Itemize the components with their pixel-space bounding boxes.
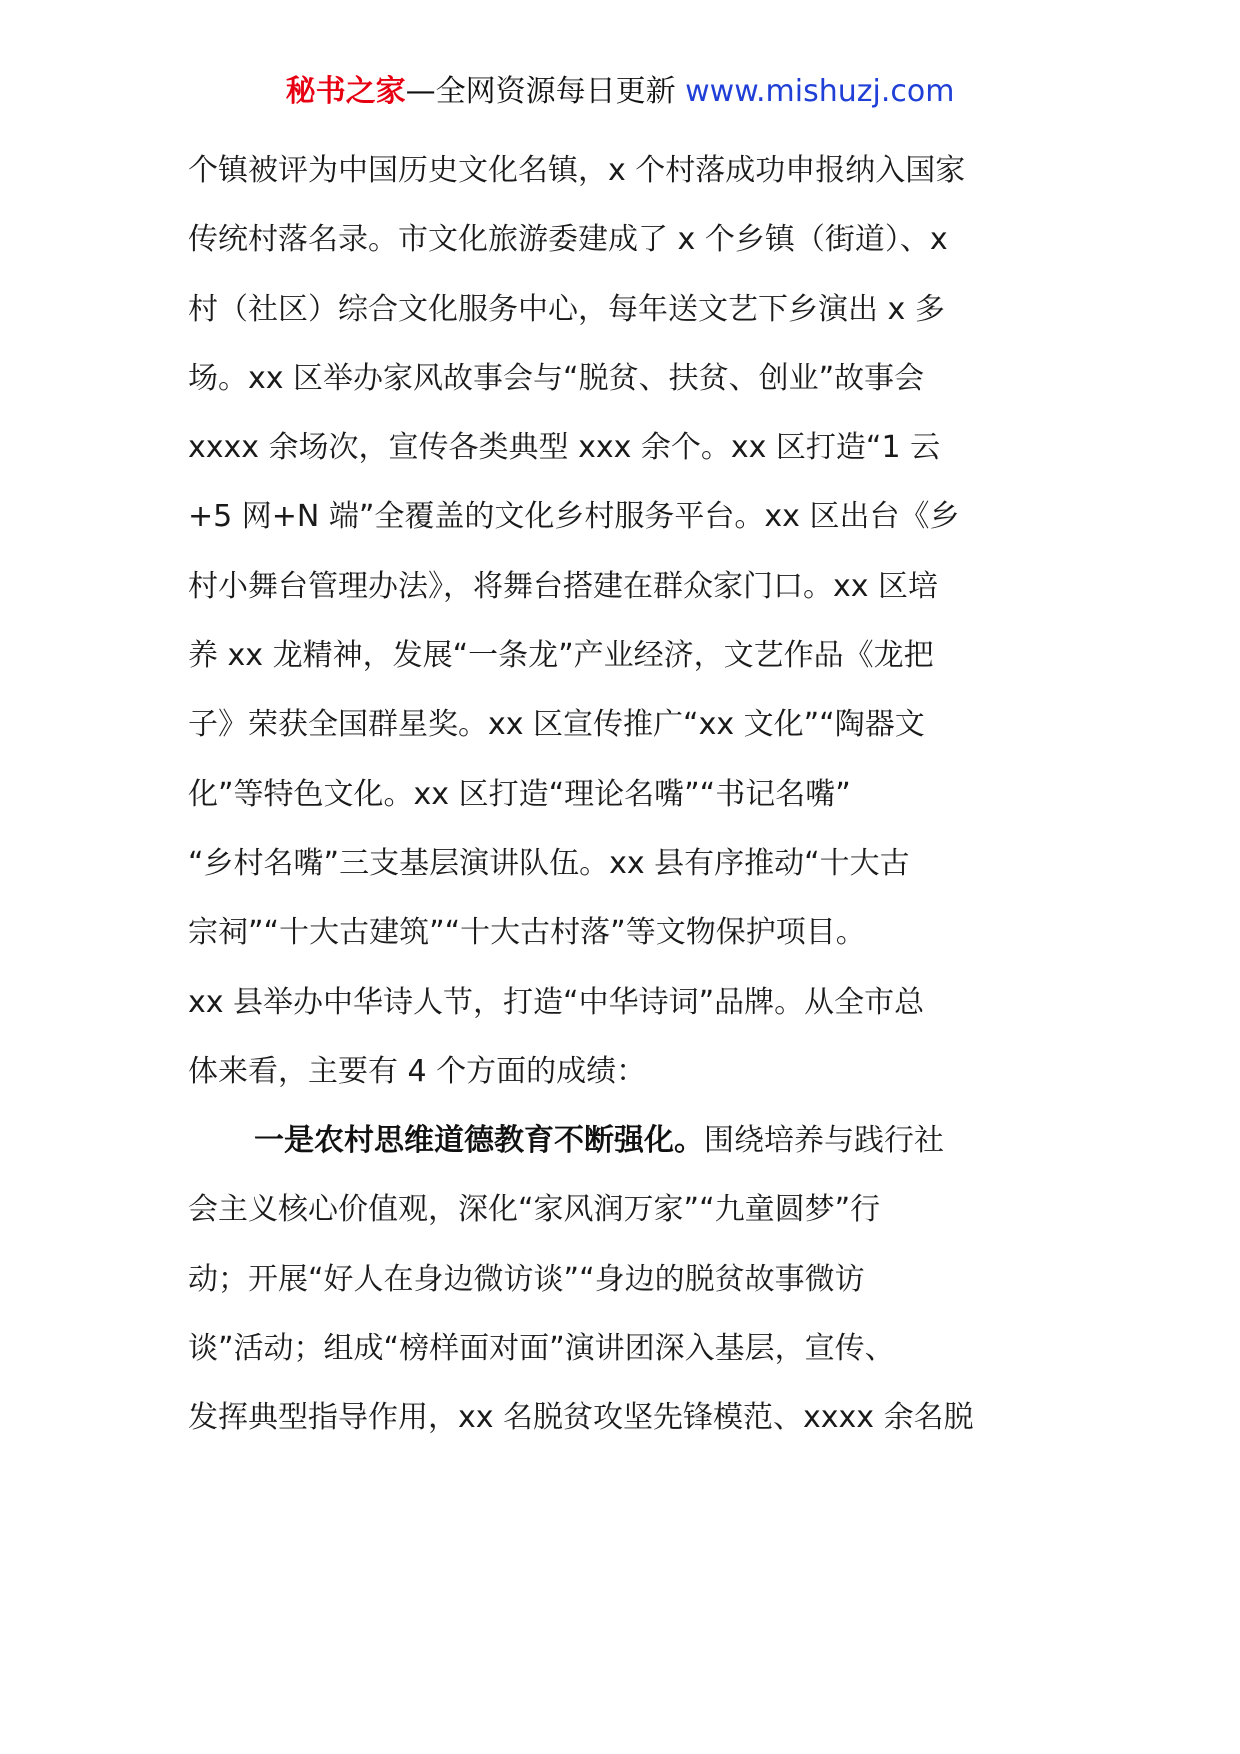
text-line: 会主义核心价值观，深化“家风润万家”“九童圆梦”行 xyxy=(188,1192,881,1228)
text-line: 子》荣获全国群星奖。xx 区宣传推广“xx 文化”“陶器文 xyxy=(188,707,925,743)
text-line: “乡村名嘴”三支基层演讲队伍。xx 县有序推动“十大古 xyxy=(188,845,910,881)
text-line: +5 网+N 端”全覆盖的文化乡村服务平台。xx 区出台《乡 xyxy=(188,499,960,535)
text-line: 村小舞台管理办法》，将舞台搭建在群众家门口。xx 区培 xyxy=(188,568,939,604)
site-header xyxy=(0,72,1240,112)
text-line: 发挥典型指导作用，xx 名脱贫攻坚先锋模范、xxxx 余名脱 xyxy=(188,1400,974,1436)
text-line: xxxx 余场次，宣传各类典型 xxx 余个。xx 区打造“1 云 xyxy=(188,430,941,466)
text-line: 个镇被评为中国历史文化名镇，x 个村落成功申报纳入国家 xyxy=(188,153,966,188)
paragraph-lead-heading: 一是农村思维道德教育不断强化。 xyxy=(254,1123,704,1159)
text-line: 村（社区）综合文化服务中心，每年送文艺下乡演出 x 多 xyxy=(188,291,945,327)
text-line: xx 县举办中华诗人节，打造“中华诗词”品牌。从全市总 xyxy=(188,984,925,1020)
text-line-first xyxy=(188,1106,1068,1175)
site-tagline: —全网资源每日更新 xyxy=(405,74,686,109)
text-line: 体来看，主要有 4 个方面的成绩： xyxy=(188,1053,647,1089)
text-line: 谈”活动；组成“榜样面对面”演讲团深入基层，宣传、 xyxy=(188,1331,895,1367)
text-line: 养 xx 龙精神，发展“一条龙”产业经济，文艺作品《龙把 xyxy=(188,638,934,674)
document-body xyxy=(188,136,1068,1453)
paragraph-achievements-overview xyxy=(188,136,1068,1106)
text-line: 传统村落名录。市文化旅游委建成了 x 个乡镇（街道）、x xyxy=(188,222,948,258)
site-url-link[interactable]: www.mishuzj.com xyxy=(685,74,955,109)
text-line: 宗祠”“十大古建筑”“十大古村落”等文物保护项目。 xyxy=(188,915,866,951)
text-fragment: 围绕培养与践行社 xyxy=(704,1123,944,1159)
text-line: 化”等特色文化。xx 区打造“理论名嘴”“书记名嘴” xyxy=(188,776,851,812)
text-line: 场。xx 区举办家风故事会与“脱贫、扶贫、创业”故事会 xyxy=(188,360,925,396)
site-brand: 秘书之家 xyxy=(285,74,406,109)
text-line: 动；开展“好人在身边微访谈”“身边的脱贫故事微访 xyxy=(188,1261,865,1297)
paragraph-moral-education xyxy=(188,1106,1068,1452)
